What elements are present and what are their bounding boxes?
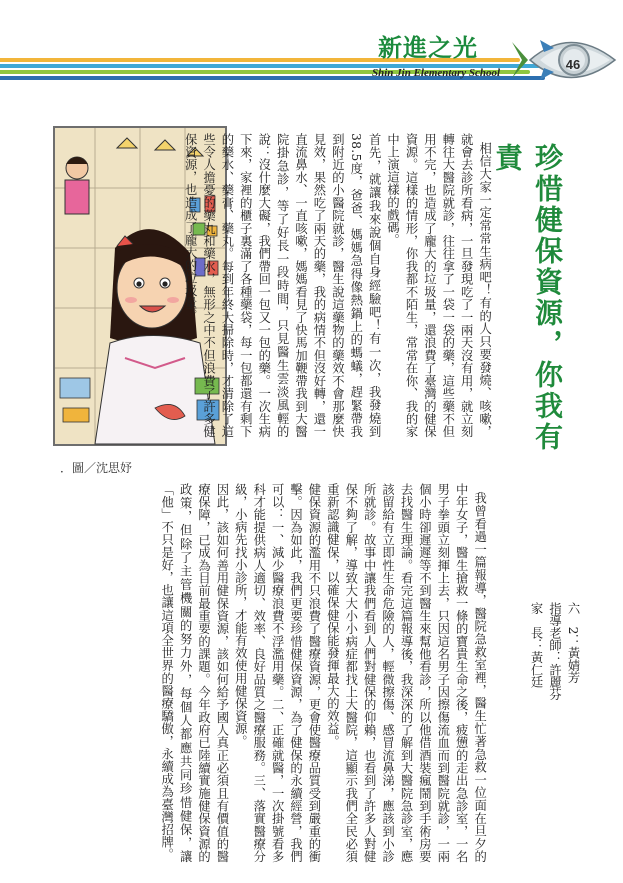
school-name: Shin Jin Elementary School: [372, 67, 501, 79]
page-number: 46: [565, 57, 581, 72]
article-body-bottom: [37, 483, 507, 863]
paragraph-1: 相信大家一定常常生病吧！有的人只要發燒、咳嗽，就會去診所看病，一旦發現吃了一兩天沒有用，就立刻轉往大醫院就診，往往拿了一袋一袋的藥，這些藥不但用不完，也造成了龐大的垃圾量，還浪費了臺灣的健保資源。這樣的情形，你我都不陌生，常常在你、我的家中上演這樣的戲碼。: [385, 133, 492, 438]
brand-title: 新進之光: [378, 33, 478, 62]
author-line-2: 指導老師：許麗芬: [547, 602, 562, 701]
paragraph-4: 健保資源的濫用不只浪費了醫療資源，更會使醫療品質受到嚴重的衝擊。因為如此，我們更要珍惜健保資源，為了健保的永續經營，我們可以：一、減少醫療浪費不浮濫用藥。二、正確就醫，一次掛號看多科才能提供病人適切、效率、良好品質之醫療服務。三、落實醫療分級，小病先找小診所，才能有效使用健保資源。: [233, 483, 321, 863]
author-info: [512, 602, 582, 872]
illustration-credit: ．圖／沈思妤: [60, 461, 133, 475]
author-line-1: 六 2：黃婧芳: [566, 602, 580, 684]
paragraph-5: 因此，該如何善用健保資源，該如何給予國人真正必須且有價值的醫療保障，已成為目前最重要的課題。今年政府已陸續實施健保資源的政策，但除了主管機關的努力外，每個人都應共同珍惜健保，讓「他」不只是好，也讓這項全世界的醫療驕傲，永續成為臺灣招牌。: [159, 483, 229, 863]
article-title: 珍惜健保資源，你我有責: [491, 143, 564, 453]
paragraph-3: 我曾看過一篇報導，醫院急救室裡，醫生忙著急救一位面在旦夕的中年女子，醫生搶救一條的寶貴生命之後，疲憊的走出急診室，一名男子拳頭立刻揮上去，只因這名男子因擦傷流血而到醫院就診，一兩個小時卻遲遲等不到醫生來幫他看診，所以他借酒裝瘋鬧到手術房要去找醫生理論。看完這篇報導後，我深深的了解到大醫院急診室，應該留給有立即性生命危險的人，輕微擦傷、感冒流鼻涕，應該到小診所就診。故事中讓我們看到人們對健保的仰賴，也看到了許多人對健保不夠了解，導致大大小小病症都找上大醫院，這顯示我們全民必須重新認識健保，以確保健保能發揮最大的效益。: [325, 483, 487, 864]
author-line-3: 家 長：黃仁廷: [529, 602, 543, 689]
article-body-top: [183, 133, 512, 438]
paragraph-2: 首先，就讓我來說個自身經驗吧！有一次，我發燒到38.5度，爸爸、媽媽急得像熱鍋上的螞蟻，趕緊帶我到附近的小醫院就診，醫生說這藥物的藥效不會那麼快見效，果然吃了兩天的藥，我的病情不但沒好轉，還一直流鼻水、一直咳嗽，媽媽看見了快馬加鞭帶我到大醫院掛急診，等了好長一段時間，只見醫生雲淡風輕的說：沒什麼大礙，我們帶回一包又一包的藥。一次生病下來，家裡的櫃子裏滿了各種藥袋，每一包都還有剩下的藥水、藥膏、藥丸。每到年終大掃除時，才清除了這些令人擔憂的藥丸和藥水，無形之中不但浪費了許多健保資源，也造成了龐大的垃圾量。: [183, 133, 382, 438]
